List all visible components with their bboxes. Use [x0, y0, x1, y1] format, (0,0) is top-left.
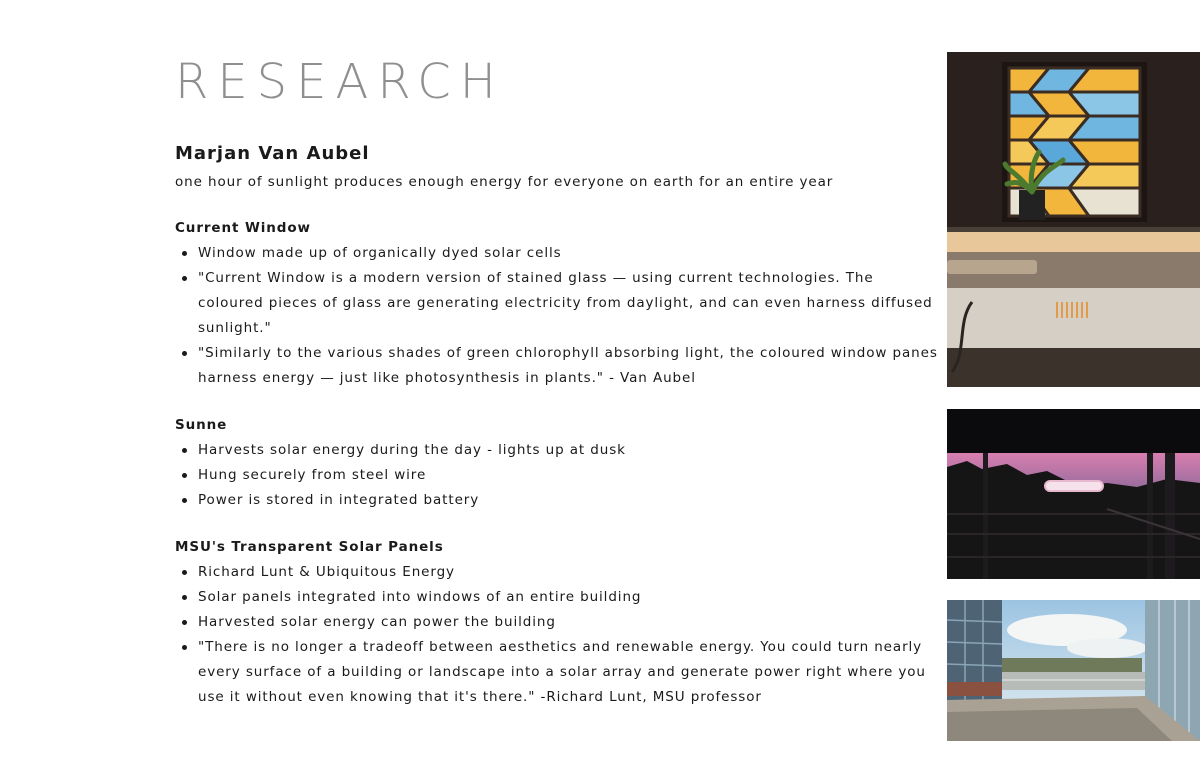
msu-building-photo [947, 600, 1200, 741]
list-item: "Similarly to the various shades of green chlorophyll absorbing light, the coloured window panes harness energy — just like photosynthesis in plants." - Van Aubel [175, 341, 940, 391]
list-item: Window made up of organically dyed solar cells [175, 241, 940, 266]
section-msu-solar-panels [175, 535, 940, 710]
section-heading: MSU's Transparent Solar Panels [175, 539, 444, 555]
section-heading: Sunne [175, 417, 228, 433]
list-item: "Current Window is a modern version of stained glass — using current technologies. The coloured pieces of glass are generating electricity from daylight, and can even harness diffused sunlight." [175, 266, 940, 341]
list-item: "There is no longer a tradeoff between aesthetics and renewable energy. You could turn nearly every surface of a building or landscape into a solar array and generate power right where you use it without even knowing that it's there." -Richard Lunt, MSU professor [175, 635, 940, 710]
current-window-photo [947, 52, 1200, 387]
section-current-window [175, 216, 940, 391]
list-item: Harvested solar energy can power the building [175, 610, 940, 635]
section-sunne [175, 413, 940, 513]
list-item: Harvests solar energy during the day - lights up at dusk [175, 438, 940, 463]
designer-tagline: one hour of sunlight produces enough energy for everyone on earth for an entire year [175, 174, 834, 190]
bullet-list [175, 241, 940, 391]
bullet-list [175, 560, 940, 710]
list-item: Hung securely from steel wire [175, 463, 940, 488]
section-heading: Current Window [175, 220, 311, 236]
list-item: Richard Lunt & Ubiquitous Energy [175, 560, 940, 585]
list-item: Solar panels integrated into windows of an entire building [175, 585, 940, 610]
designer-name: Marjan Van Aubel [175, 143, 370, 164]
list-item: Power is stored in integrated battery [175, 488, 940, 513]
sunne-photo [947, 409, 1200, 579]
page-title: RESEARCH [175, 54, 505, 110]
bullet-list [175, 438, 940, 513]
research-content [175, 140, 940, 710]
